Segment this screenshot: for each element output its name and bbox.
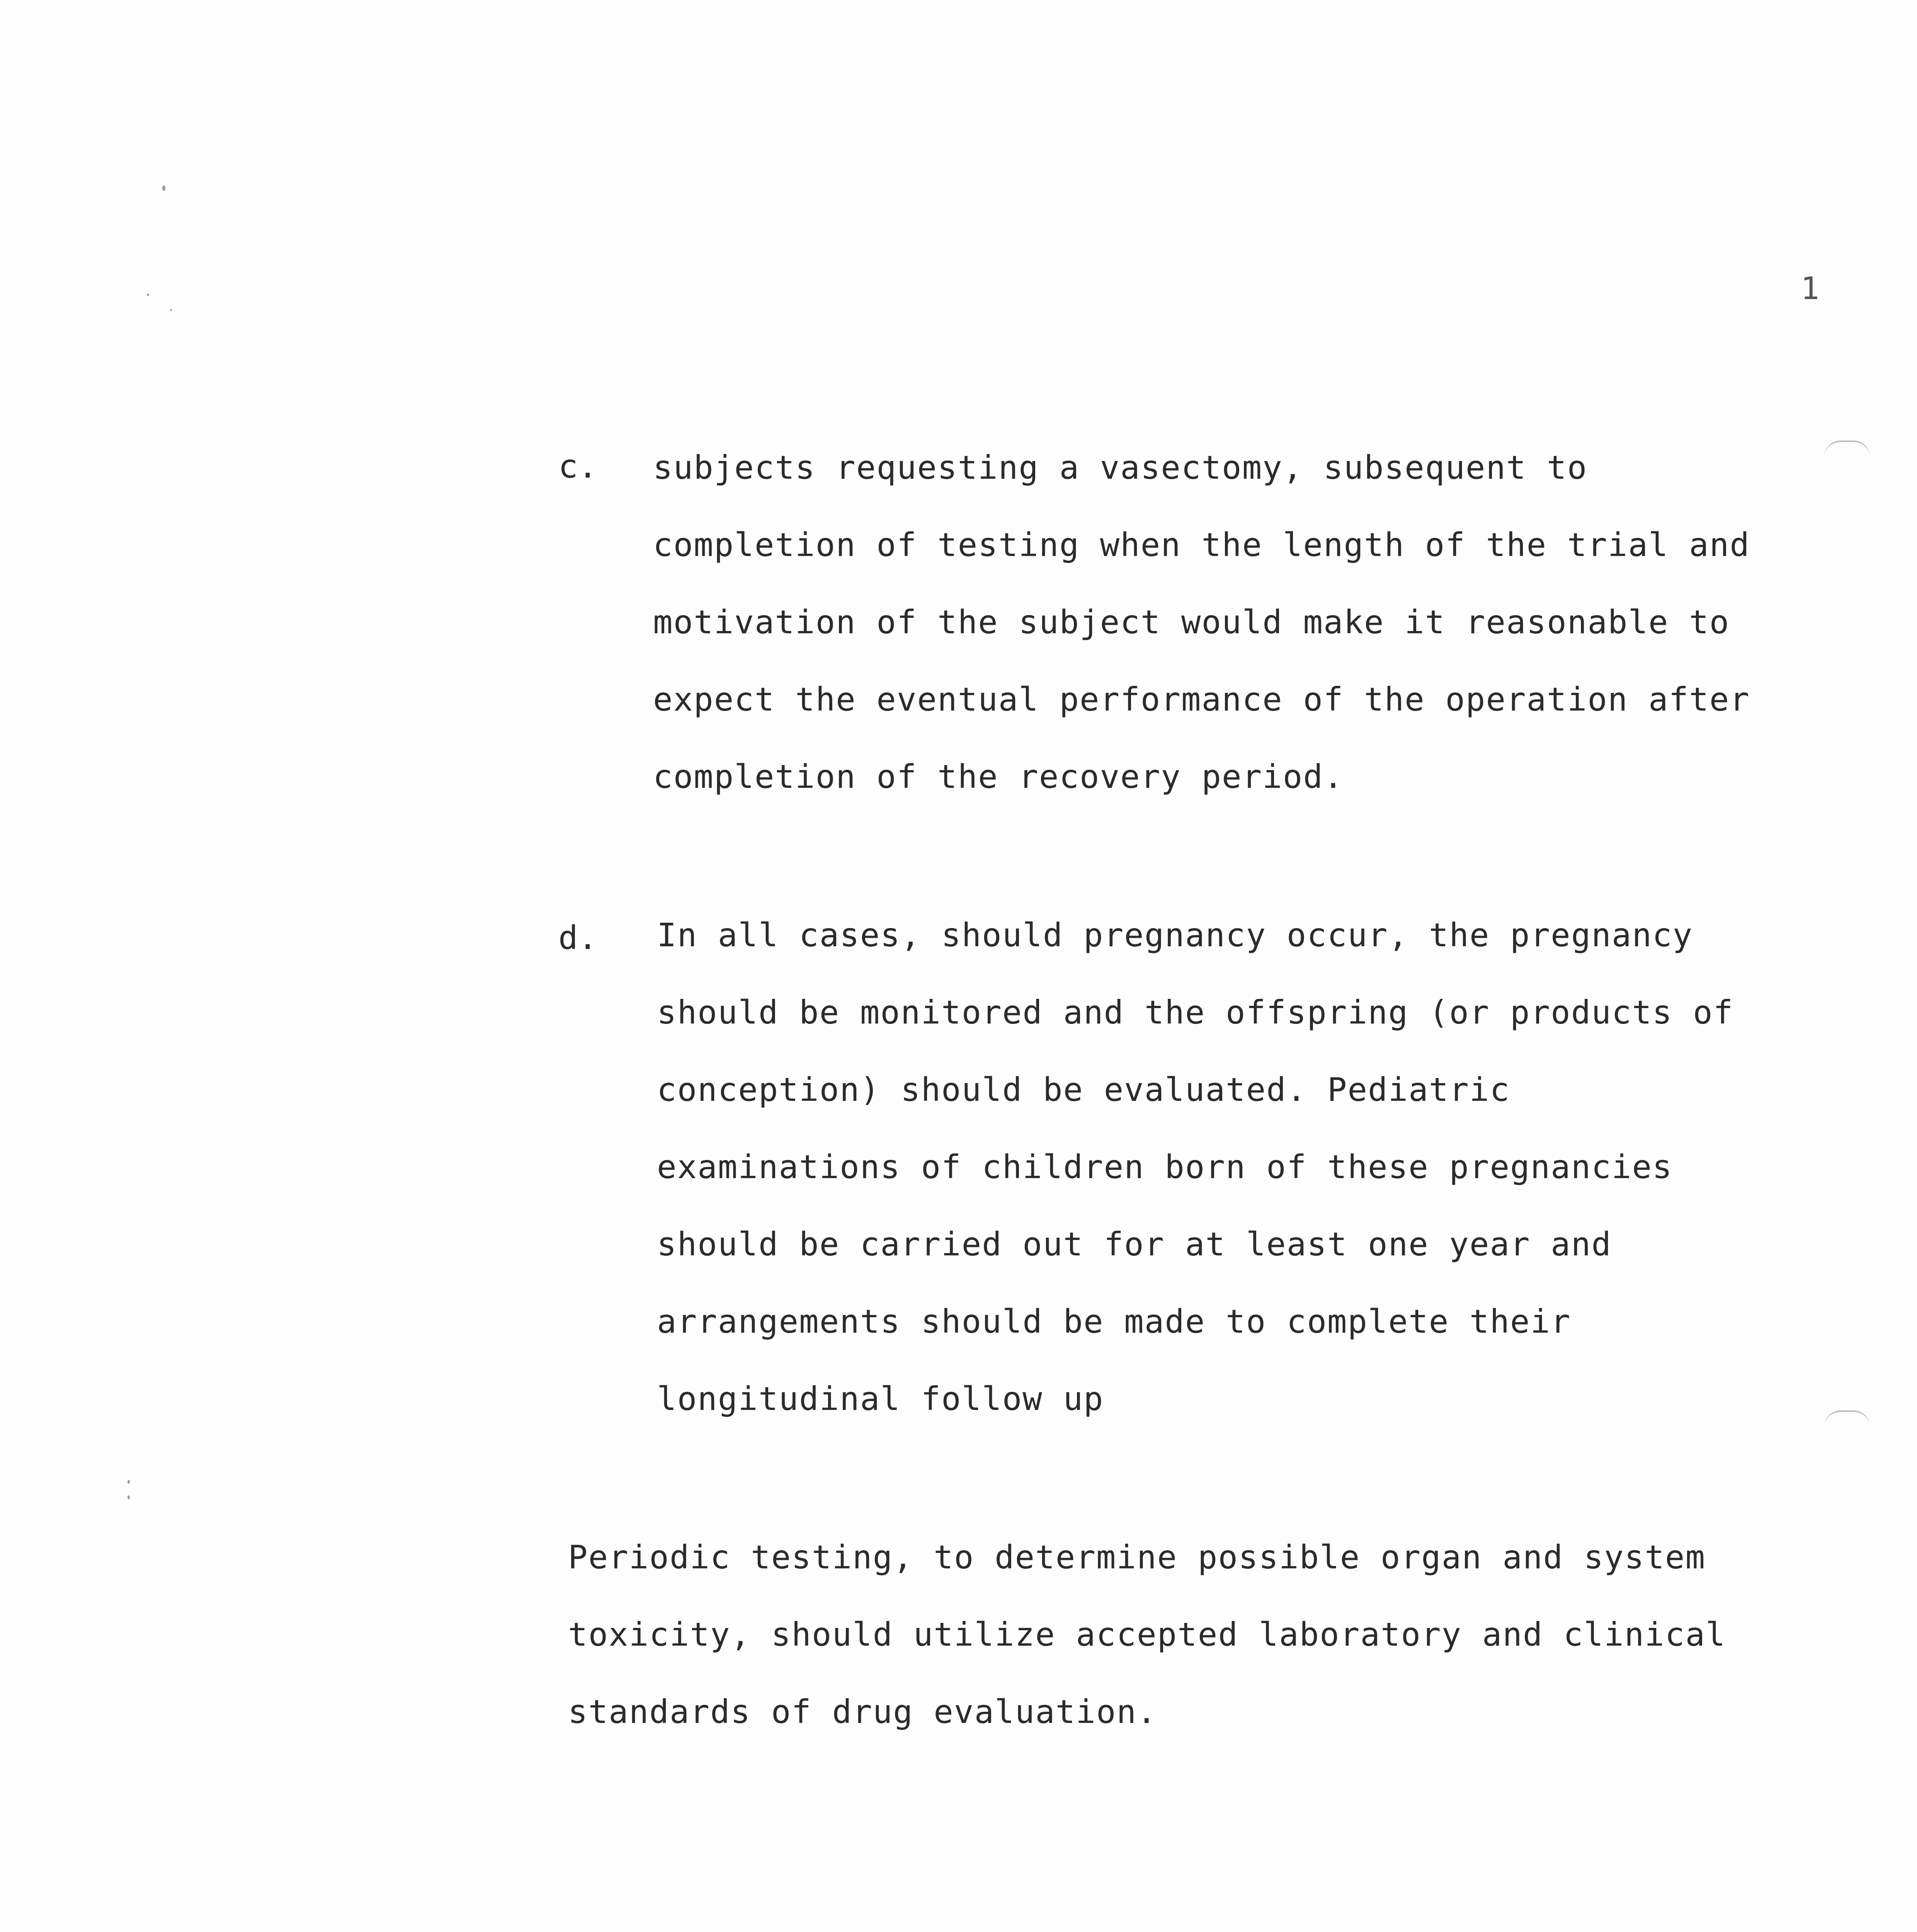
item-d-line: examinations of children born of these pregnancies [657,1148,1673,1186]
scan-artifact [1824,440,1870,457]
item-d-paragraph [657,896,1733,1437]
item-c-line: expect the eventual performance of the operation after [653,680,1750,718]
scan-speck [128,1480,130,1484]
page-number: 1 [1801,270,1820,306]
item-d-line: arrangements should be made to complete their [657,1303,1571,1340]
item-d-marker: d. [558,919,598,957]
scan-speck [170,309,172,311]
item-d-line: longitudinal follow up [657,1380,1104,1418]
item-c-line: motivation of the subject would make it reasonable to [653,603,1730,641]
item-d-line: should be monitored and the offspring (or products of [657,993,1734,1031]
periodic-testing-line: toxicity, should utilize accepted laboratory and clinical [568,1616,1726,1653]
periodic-testing-paragraph [568,1519,1726,1750]
scan-speck [128,1495,130,1499]
scan-speck [162,185,165,191]
item-c-paragraph [653,429,1750,815]
periodic-testing-line: standards of drug evaluation. [568,1693,1157,1731]
item-c-line: completion of testing when the length of the trial and [653,526,1750,564]
scan-artifact [1824,1410,1870,1427]
item-d-line: conception) should be evaluated. Pediatric [657,1071,1510,1109]
item-d-line: should be carried out for at least one year and [657,1225,1612,1263]
item-c-marker: c. [558,447,598,485]
periodic-testing-line: Periodic testing, to determine possible organ and system [568,1538,1706,1576]
scan-speck [147,294,149,296]
item-d-line: In all cases, should pregnancy occur, the pregnancy [657,916,1693,954]
item-c-line: completion of the recovery period. [653,758,1344,796]
item-c-line: subjects requesting a vasectomy, subsequent to [653,449,1588,486]
